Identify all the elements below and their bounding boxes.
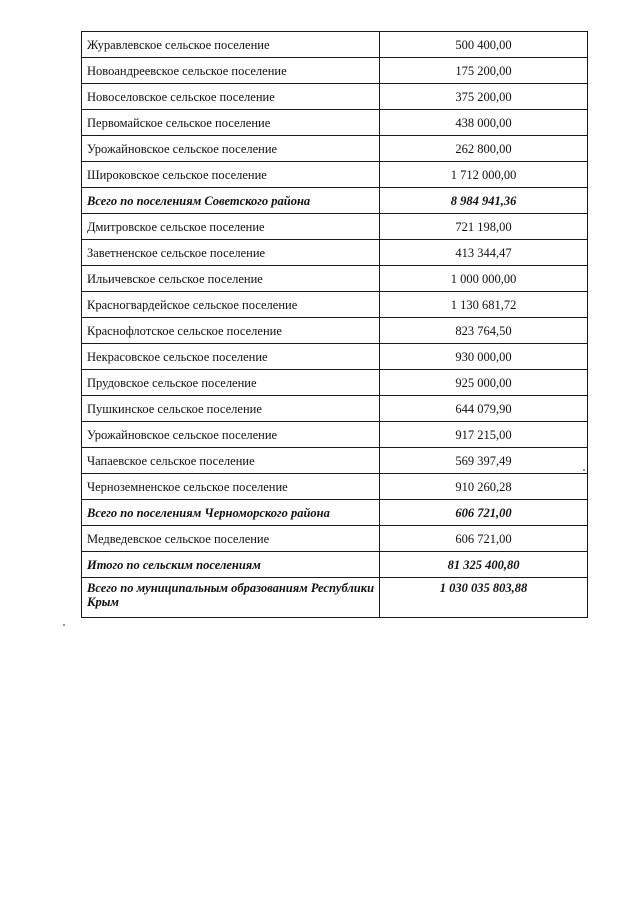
grand-total-label: Всего по муниципальным образованиям Республики Крым (82, 578, 380, 618)
table-row (82, 240, 588, 266)
amount-value: 375 200,00 (380, 84, 588, 110)
grand-total-row (82, 578, 588, 618)
table-row (82, 396, 588, 422)
settlement-name: Заветненское сельское поселение (82, 240, 380, 266)
table-row (82, 370, 588, 396)
table-row (82, 58, 588, 84)
subtotal-row (82, 500, 588, 526)
table-row (82, 292, 588, 318)
table-row (82, 84, 588, 110)
settlement-name: Первомайское сельское поселение (82, 110, 380, 136)
scan-speck (583, 469, 585, 471)
amount-value: 721 198,00 (380, 214, 588, 240)
amount-value: 930 000,00 (380, 344, 588, 370)
table-row (82, 110, 588, 136)
settlement-name: Урожайновское сельское поселение (82, 136, 380, 162)
settlement-name: Черноземненское сельское поселение (82, 474, 380, 500)
settlement-name: Красногвардейское сельское поселение (82, 292, 380, 318)
amount-value: 1 000 000,00 (380, 266, 588, 292)
table-row (82, 422, 588, 448)
amount-value: 1 712 000,00 (380, 162, 588, 188)
amount-value: 925 000,00 (380, 370, 588, 396)
settlement-name: Чапаевское сельское поселение (82, 448, 380, 474)
budget-table-body (82, 32, 588, 618)
settlement-name: Новоселовское сельское поселение (82, 84, 380, 110)
amount-value: 823 764,50 (380, 318, 588, 344)
subtotal-label: Всего по поселениям Черноморского района (82, 500, 380, 526)
budget-table (81, 31, 588, 618)
table-row (82, 214, 588, 240)
settlement-name: Широковское сельское поселение (82, 162, 380, 188)
rural-total-label: Итого по сельским поселениям (82, 552, 380, 578)
grand-total-value: 1 030 035 803,88 (380, 578, 588, 618)
amount-value: 917 215,00 (380, 422, 588, 448)
settlement-name: Прудовское сельское поселение (82, 370, 380, 396)
table-row (82, 474, 588, 500)
amount-value: 262 800,00 (380, 136, 588, 162)
amount-value: 1 130 681,72 (380, 292, 588, 318)
settlement-name: Медведевское сельское поселение (82, 526, 380, 552)
table-row (82, 344, 588, 370)
settlement-name: Журавлевское сельское поселение (82, 32, 380, 58)
amount-value: 438 000,00 (380, 110, 588, 136)
table-row (82, 318, 588, 344)
table-row (82, 136, 588, 162)
amount-value: 500 400,00 (380, 32, 588, 58)
subtotal-row (82, 188, 588, 214)
table-row (82, 266, 588, 292)
amount-value: 175 200,00 (380, 58, 588, 84)
settlement-name: Урожайновское сельское поселение (82, 422, 380, 448)
settlement-name: Краснофлотское сельское поселение (82, 318, 380, 344)
settlement-name: Дмитровское сельское поселение (82, 214, 380, 240)
scan-speck (63, 624, 65, 626)
subtotal-value: 606 721,00 (380, 500, 588, 526)
settlement-name: Новоандреевское сельское поселение (82, 58, 380, 84)
rural-total-value: 81 325 400,80 (380, 552, 588, 578)
rural-total-row (82, 552, 588, 578)
amount-value: 910 260,28 (380, 474, 588, 500)
settlement-name: Пушкинское сельское поселение (82, 396, 380, 422)
amount-value: 413 344,47 (380, 240, 588, 266)
subtotal-label: Всего по поселениям Советского района (82, 188, 380, 214)
subtotal-value: 8 984 941,36 (380, 188, 588, 214)
settlement-name: Некрасовское сельское поселение (82, 344, 380, 370)
settlement-name: Ильичевское сельское поселение (82, 266, 380, 292)
table-row (82, 448, 588, 474)
table-row (82, 162, 588, 188)
amount-value: 644 079,90 (380, 396, 588, 422)
table-row (82, 32, 588, 58)
table-row (82, 526, 588, 552)
amount-value: 606 721,00 (380, 526, 588, 552)
amount-value: 569 397,49 (380, 448, 588, 474)
